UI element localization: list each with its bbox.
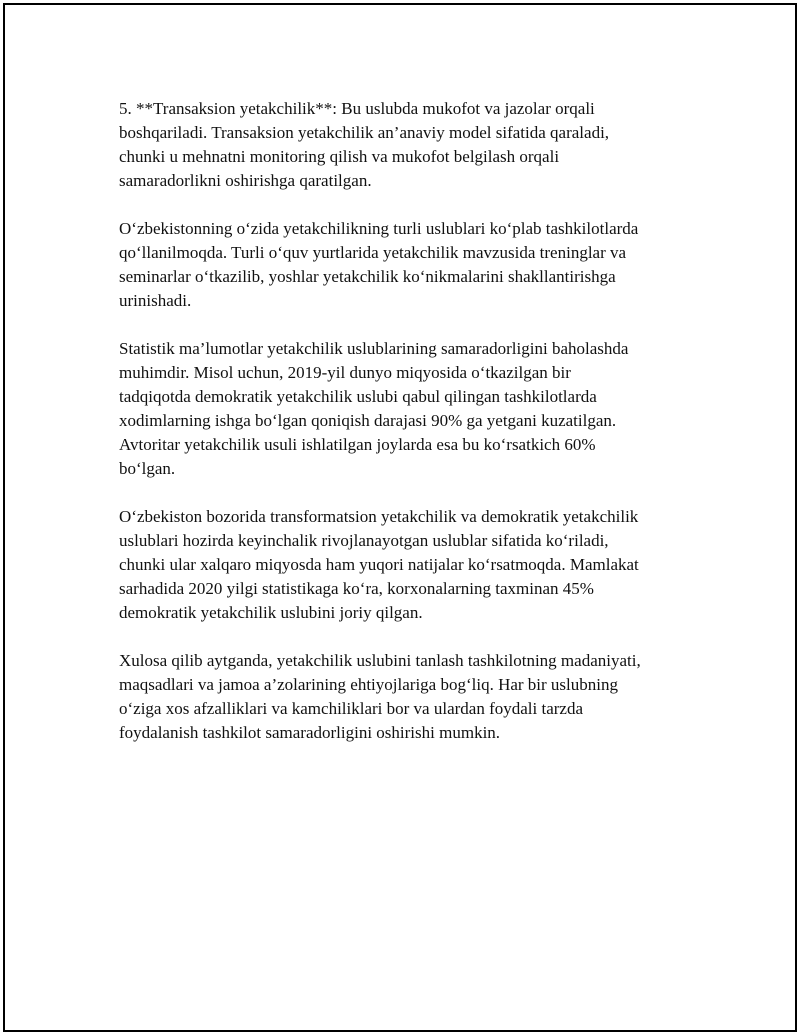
text-line: sarhadida 2020 yilgi statistikaga ko‘ra, korxonalarning taxminan 45%	[119, 579, 594, 598]
text-line: qo‘llanilmoqda. Turli o‘quv yurtlarida yetakchilik mavzusida treninglar va	[119, 243, 627, 262]
text-line: O‘zbekiston bozorida transformatsion yetakchilik va demokratik yetakchilik	[119, 507, 639, 526]
document-body	[119, 97, 699, 769]
text-line: bo‘lgan.	[119, 459, 176, 478]
text-line: xodimlarning ishga bo‘lgan qoniqish darajasi 90% ga yetgani kuzatilgan.	[119, 411, 617, 430]
document-page	[3, 3, 797, 1032]
text-line: foydalanish tashkilot samaradorligini oshirishi mumkin.	[119, 723, 501, 742]
text-line: tadqiqotda demokratik yetakchilik uslubi qabul qilingan tashkilotlarda	[119, 387, 597, 406]
paragraph-statistics	[119, 337, 699, 481]
text-line: boshqariladi. Transaksion yetakchilik an’anaviy model sifatida qaraladi,	[119, 123, 610, 142]
text-line: Xulosa qilib aytganda, yetakchilik uslubini tanlash tashkilotning madaniyati,	[119, 651, 641, 670]
text-line: maqsadlari va jamoa a’zolarining ehtiyojlariga bog‘liq. Har bir uslubning	[119, 675, 618, 694]
text-line: demokratik yetakchilik uslubini joriy qilgan.	[119, 603, 423, 622]
text-line: chunki u mehnatni monitoring qilish va mukofot belgilash orqali	[119, 147, 560, 166]
text-line: 5. **Transaksion yetakchilik**: Bu uslubda mukofot va jazolar orqali	[119, 99, 595, 118]
text-line: seminarlar o‘tkazilib, yoshlar yetakchilik ko‘nikmalarini shakllantirishga	[119, 267, 616, 286]
paragraph-uzbekistan-practice	[119, 217, 699, 313]
text-line: muhimdir. Misol uchun, 2019-yil dunyo miqyosida o‘tkazilgan bir	[119, 363, 571, 382]
text-line: chunki ular xalqaro miqyosda ham yuqori natijalar ko‘rsatmoqda. Mamlakat	[119, 555, 639, 574]
paragraph-conclusion	[119, 649, 699, 745]
paragraph-transactional-leadership	[119, 97, 699, 193]
paragraph-market-trends	[119, 505, 699, 625]
text-line: uslublari hozirda keyinchalik rivojlanayotgan uslublar sifatida ko‘riladi,	[119, 531, 609, 550]
text-line: samaradorlikni oshirishga qaratilgan.	[119, 171, 372, 190]
text-line: Statistik ma’lumotlar yetakchilik uslublarining samaradorligini baholashda	[119, 339, 629, 358]
text-line: Avtoritar yetakchilik usuli ishlatilgan joylarda esa bu ko‘rsatkich 60%	[119, 435, 596, 454]
text-line: urinishadi.	[119, 291, 192, 310]
text-line: O‘zbekistonning o‘zida yetakchilikning turli uslublari ko‘plab tashkilotlarda	[119, 219, 639, 238]
text-line: o‘ziga xos afzalliklari va kamchiliklari bor va ulardan foydali tarzda	[119, 699, 583, 718]
